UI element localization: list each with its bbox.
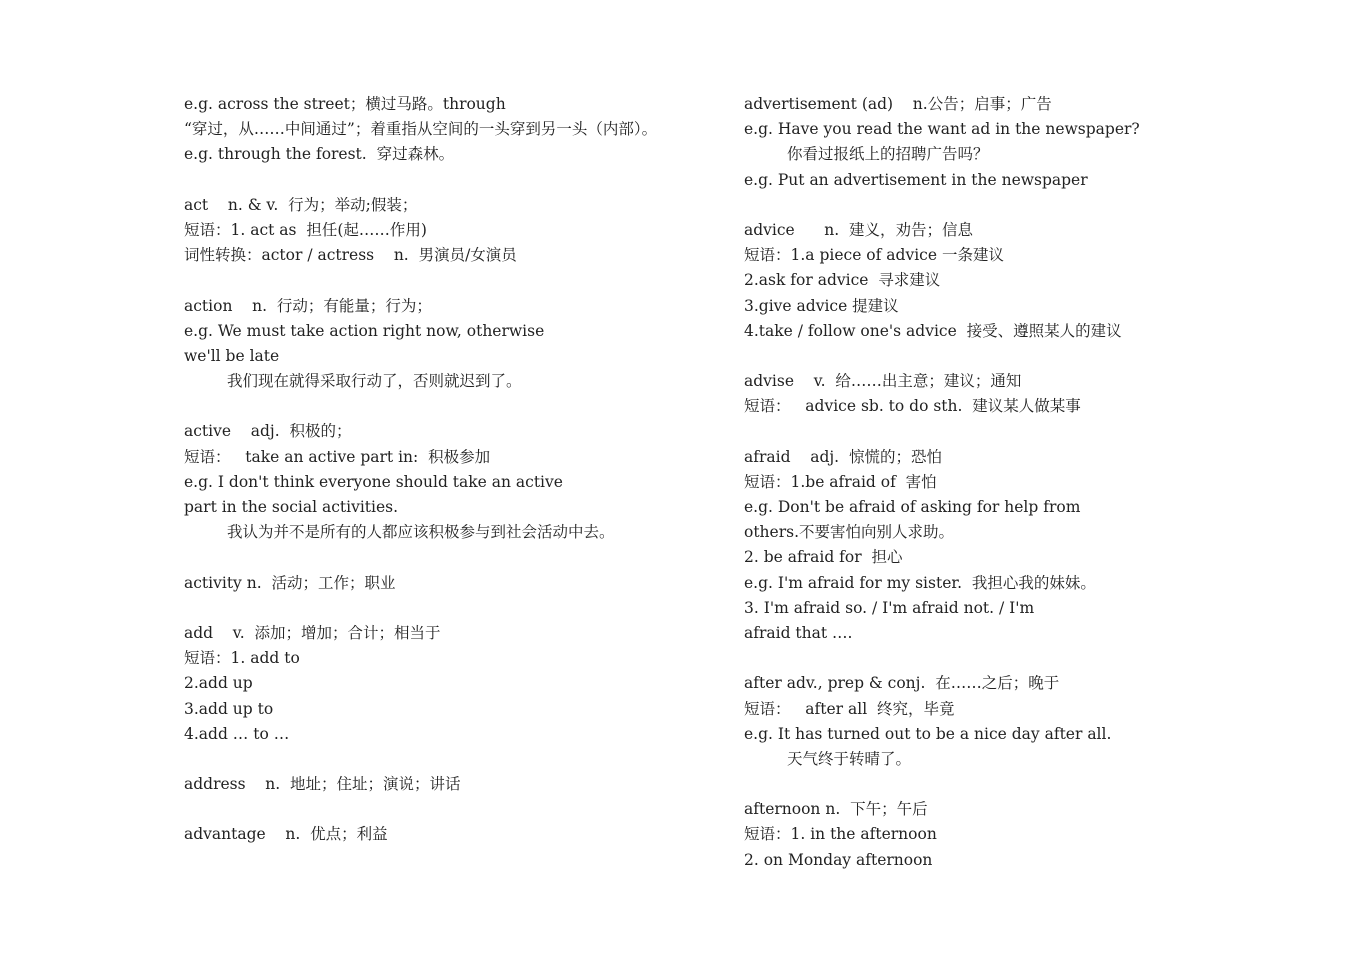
- text-line: action n. 行动；有能量；行为；: [184, 296, 432, 315]
- text-line: afraid that ….: [744, 623, 853, 642]
- blank-line: [744, 344, 1304, 369]
- text-line: 3. I'm afraid so. / I'm afraid not. / I'm: [744, 598, 1035, 617]
- text-line: 3.give advice 提建议: [744, 296, 899, 315]
- text-line: address n. 地址；住址；演说；讲话: [184, 775, 461, 794]
- blank-line: [184, 545, 744, 570]
- text-line: 短语： take an active part in: 积极参加: [184, 447, 491, 466]
- text-line: 短语：1. in the afternoon: [744, 825, 937, 844]
- blank-line: [184, 747, 744, 772]
- text-line: e.g. Have you read the want ad in the newspaper?: [744, 120, 1140, 139]
- blank-line: [184, 394, 744, 419]
- text-line: advice n. 建义，劝告；信息: [744, 220, 974, 239]
- blank-line: [184, 797, 744, 822]
- left-column: [184, 92, 744, 848]
- text-line: activity n. 活动；工作；职业: [184, 573, 396, 592]
- text-line: after adv., prep & conj. 在……之后；晚于: [744, 674, 1060, 693]
- text-line: add v. 添加；增加；合计；相当于: [184, 623, 441, 642]
- text-line: 我认为并不是所有的人都应该积极参与到社会活动中去。: [227, 523, 615, 542]
- blank-line: [184, 168, 744, 193]
- text-line: afraid adj. 惊慌的；恐怕: [744, 447, 942, 466]
- text-line: 我们现在就得采取行动了，否则就迟到了。: [227, 372, 522, 391]
- text-line: e.g. It has turned out to be a nice day after all.: [744, 724, 1112, 743]
- blank-line: [744, 646, 1304, 671]
- text-line: e.g. through the forest. 穿过森林。: [184, 145, 455, 164]
- text-line: 短语：1. add to: [184, 649, 300, 668]
- blank-line: [744, 193, 1304, 218]
- text-line: 2. on Monday afternoon: [744, 850, 933, 869]
- text-line: 4.take / follow one's advice 接受、遵照某人的建议: [744, 321, 1122, 340]
- text-line: 短语：1.be afraid of 害怕: [744, 472, 937, 491]
- text-line: e.g. I'm afraid for my sister. 我担心我的妹妹。: [744, 573, 1096, 592]
- blank-line: [744, 419, 1304, 444]
- blank-line: [184, 596, 744, 621]
- text-line: 短语： after all 终究，毕竟: [744, 699, 955, 718]
- text-line: e.g. We must take action right now, otherwise: [184, 321, 545, 340]
- text-line: 2.add up: [184, 674, 253, 693]
- text-line: e.g. Put an advertisement in the newspaper: [744, 170, 1088, 189]
- text-line: e.g. across the street；横过马路。through: [184, 95, 506, 113]
- text-line: advise v. 给……出主意；建议；通知: [744, 372, 1022, 391]
- text-line: afternoon n. 下午；午后: [744, 800, 928, 819]
- text-line: 短语：1.a piece of advice 一条建议: [744, 246, 1004, 265]
- text-line: “穿过，从……中间通过”；着重指从空间的一头穿到另一头（内部）。: [184, 120, 658, 139]
- text-line: advertisement (ad) n.公告；启事；广告: [744, 95, 1052, 113]
- text-line: 3.add up to: [184, 699, 274, 718]
- text-line: 2. be afraid for 担心: [744, 548, 903, 567]
- blank-line: [184, 268, 744, 293]
- text-line: active adj. 积极的；: [184, 422, 352, 441]
- right-column: [744, 92, 1304, 873]
- text-line: others.不要害怕向别人求助。: [744, 523, 955, 542]
- text-line: e.g. Don't be afraid of asking for help from: [744, 498, 1081, 516]
- text-line: 短语： advice sb. to do sth. 建议某人做某事: [744, 397, 1081, 416]
- text-line: advantage n. 优点；利益: [184, 825, 388, 844]
- text-line: 4.add … to …: [184, 724, 290, 743]
- text-line: act n. & v. 行为；举动;假装；: [184, 195, 418, 214]
- text-line: 短语：1. act as 担任(起……作用): [184, 220, 427, 239]
- text-line: 天气终于转晴了。: [787, 749, 912, 768]
- text-line: e.g. I don't think everyone should take an active: [184, 472, 563, 491]
- text-line: 2.ask for advice 寻求建议: [744, 271, 941, 290]
- text-line: 词性转换：actor / actress n. 男演员/女演员: [184, 246, 517, 265]
- text-line: part in the social activities.: [184, 498, 399, 516]
- blank-line: [744, 772, 1304, 797]
- text-line: we'll be late: [184, 346, 280, 365]
- text-line: 你看过报纸上的招聘广告吗？: [787, 145, 989, 164]
